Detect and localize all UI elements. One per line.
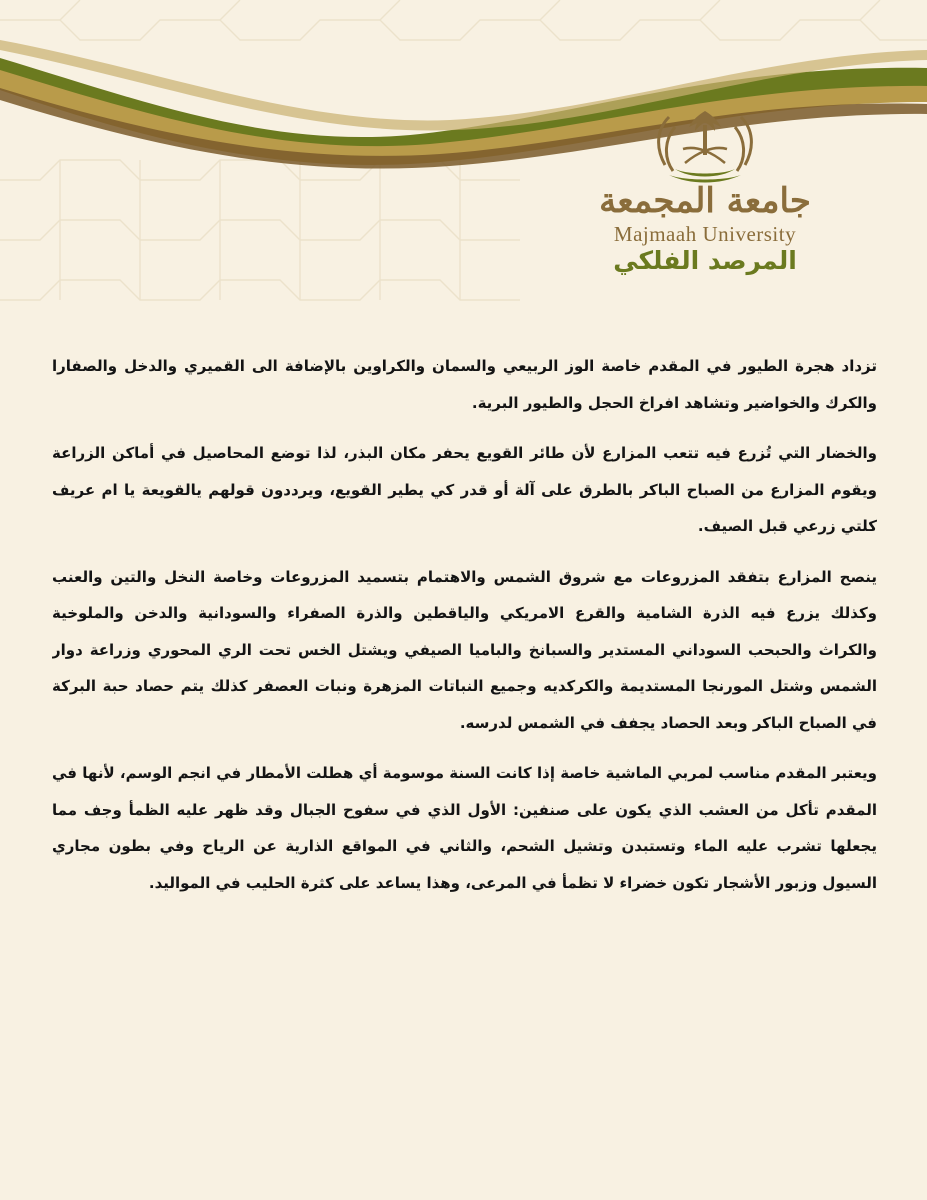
university-logo [590,105,830,275]
text-line: كلتي زرعي قبل الصيف. [697,517,877,535]
text-line: في الصباح الباكر وبعد الحصاد يجفف في الشمس لدرسه. [459,713,877,732]
paragraph-2 [52,435,877,545]
university-name-arabic: جامعة المجمعة [599,181,811,221]
text-line: والكراث والحبحب السوداني المستدير والسبانخ والباميا الصيفي ويشتل الخس تحت الري المحوري وزراعة دوار [52,640,877,659]
text-line: الشمس وشتل المورنجا المستديمة والكركديه وجميع النباتات المزهرة ونبات العصفر كذلك يتم حصاد حبة البركة [52,677,877,695]
text-line: وكذلك يزرع فيه الذرة الشامية والقرع الامريكي والياقطين والذرة الصفراء والسودانية والدخن والملوخية [52,604,877,622]
text-line: السيول وزبور الأشجار تكون خضراء لا تظمأ في المرعى، وهذا يساعد على كثرة الحليب في المواليد. [148,873,877,892]
university-name-english: Majmaah University [613,222,797,246]
department-name: المرصد الفلكي [613,246,797,275]
paragraph-3 [52,559,877,742]
text-line: يجعلها تشرب عليه الماء وتستبدن وتشيل الشحم، والثاني في المواقع الذارية عن الرياح وفي بطون مجاري [52,837,877,855]
text-line: ينصح المزارع بتفقد المزروعات مع شروق الشمس والاهتمام بتسميد المزروعات وخاصة النخل والتين والعنب [52,567,877,586]
paragraph-1 [52,348,877,421]
text-line: والخضار التي تُزرع فيه تتعب المزارع لأن طائر القويع يحفر مكان البذر، لذا توضع المحاصيل في أماكن الزراعة [52,444,877,462]
document-body [52,348,877,915]
text-line: المقدم تأكل من العشب الذي يكون على صنفين: الأول الذي في سفوح الجبال وقد ظهر عليه الظمأ وجف مما [52,800,877,819]
paragraph-4 [52,755,877,901]
text-line: ويقوم المزارع من الصباح الباكر بالطرق على آلة أو قدر كي يطير القويع، ويرددون قولهم يالقويعة يا ام عريف [52,480,877,499]
text-line: ويعتبر المقدم مناسب لمربي الماشية خاصة إذا كانت السنة موسومة أي هطلت الأمطار في انجم الوسم، لأنها في [52,764,877,782]
palm-swords-emblem-icon [645,105,765,183]
text-line: والكرك والخواضير وتشاهد افراخ الحجل والطيور البرية. [471,393,877,412]
text-line: تزداد هجرة الطيور في المقدم خاصة الوز الربيعي والسمان والكراوين بالإضافة الى القميري والدخل والصفارا [52,357,877,375]
